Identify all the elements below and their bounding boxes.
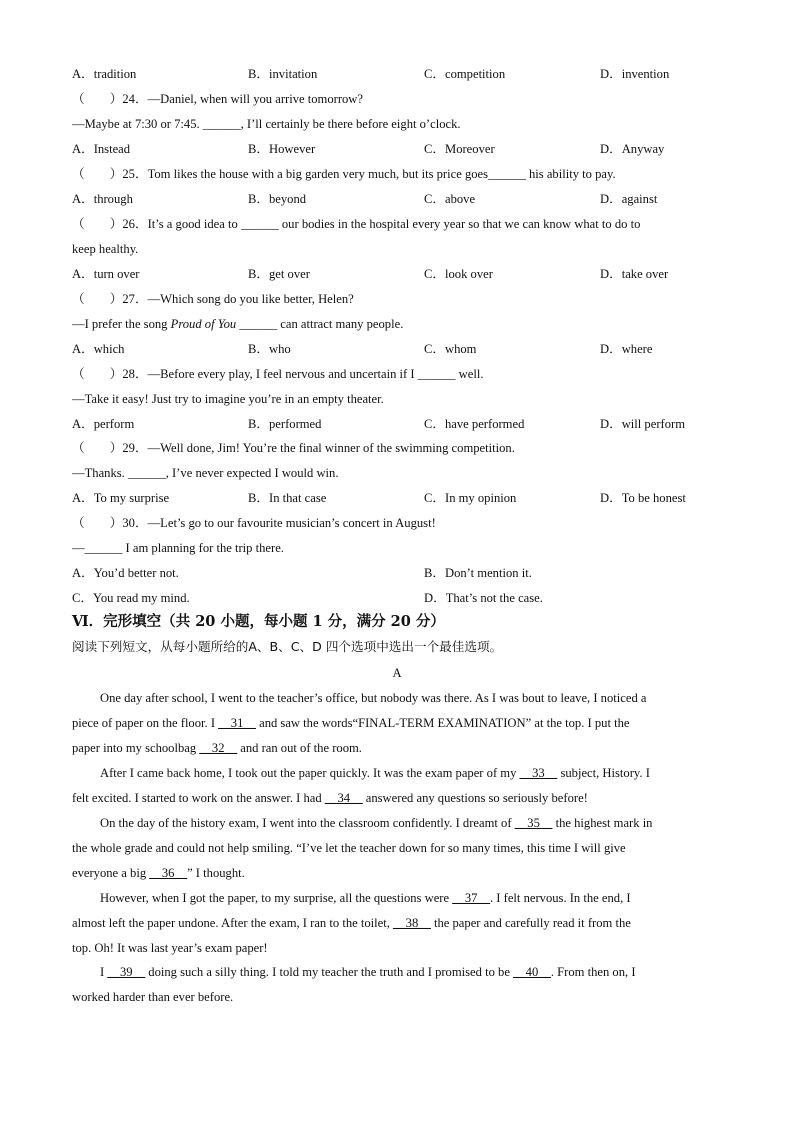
passage-line: top. Oh! It was last year’s exam paper! xyxy=(72,941,268,955)
q28-dialog: —Take it easy! Just try to imagine you’re in an empty theater. xyxy=(72,392,384,406)
q30-dialog: —______ I am planning for the trip there. xyxy=(72,541,284,555)
q30-option-d: D．That’s not the case. xyxy=(424,591,543,605)
q25-option-d: D．against xyxy=(600,192,658,206)
q29-option-b: B．In that case xyxy=(248,491,327,505)
blank-40: __40__ xyxy=(513,965,551,979)
blank-36: __36__ xyxy=(149,866,188,880)
q23-option-c: C．competition xyxy=(424,67,506,81)
q29-stem: （ ）29．—Well done, Jim! You’re the final winner of the swimming competition. xyxy=(72,441,515,455)
q27-option-d: D．where xyxy=(600,342,653,356)
passage-line: I __39__ doing such a silly thing. I told my teacher the truth and I promised to be __40__. From then on, I xyxy=(100,965,636,979)
q26-option-a: A．turn over xyxy=(72,267,140,281)
passage-line: worked harder than ever before. xyxy=(72,990,234,1004)
passage-line: everyone a big __36__” I thought. xyxy=(72,866,245,880)
q26-options xyxy=(72,266,732,282)
q26-stem-continued: keep healthy. xyxy=(72,242,139,256)
q24-option-d: D．Anyway xyxy=(600,142,665,156)
passage-line: After I came back home, I took out the paper quickly. It was the exam paper of my __33__ subject, History. I xyxy=(100,766,650,780)
q29-dialog: —Thanks. ______, I’ve never expected I would win. xyxy=(72,466,339,480)
blank-33: __33__ xyxy=(519,766,558,780)
q23-option-d: D．invention xyxy=(600,67,670,81)
q30-stem: （ ）30．—Let’s go to our favourite musician’s concert in August! xyxy=(72,516,436,530)
q28-option-d: D．will perform xyxy=(600,417,685,431)
q25-blank: ______ xyxy=(488,167,526,181)
q25-option-c: C．above xyxy=(424,192,476,206)
passage-line: piece of paper on the floor. I __31__ and saw the words“FINAL-TERM EXAMINATION” at the top. I put the xyxy=(72,716,630,730)
q27-stem: （ ）27．—Which song do you like better, Helen? xyxy=(72,292,354,306)
q30-blank: ______ xyxy=(84,541,123,555)
passage-line: One day after school, I went to the teacher’s office, but nobody was there. As I was bout to leave, I noticed a xyxy=(100,691,647,705)
passage-line: almost left the paper undone. After the exam, I ran to the toilet, __38__ the paper and carefully read it from the xyxy=(72,916,631,930)
q30-option-a: A．You’d better not. xyxy=(72,566,179,580)
blank-34: __34__ xyxy=(324,791,363,805)
q27-dialog: —I prefer the song Proud of You ______ can attract many people. xyxy=(72,317,404,331)
q24-dialog: —Maybe at 7:30 or 7:45. ______, I’ll certainly be there before eight o’clock. xyxy=(72,117,461,131)
passage-line: However, when I got the paper, to my surprise, all the questions were __37__. I felt nervous. In the end, I xyxy=(100,891,631,905)
blank-35: __35__ xyxy=(514,816,553,830)
q27-option-a: A．which xyxy=(72,342,125,356)
blank-31: __31__ xyxy=(218,716,256,730)
q26-blank: ______ xyxy=(240,217,279,231)
q29-option-d: D．To be honest xyxy=(600,491,686,505)
q27-blank: ______ xyxy=(236,317,281,331)
q24-option-c: C．Moreover xyxy=(424,142,495,156)
q30-options-row2 xyxy=(72,590,732,606)
q30-options-row1 xyxy=(72,565,732,581)
blank-32: __32__ xyxy=(199,741,238,755)
passage-line: felt excited. I started to work on the answer. I had __34__ answered any questions so seriously before! xyxy=(72,791,588,805)
q28-option-a: A．perform xyxy=(72,417,135,431)
q24-options xyxy=(72,141,732,157)
q28-stem: （ ）28．—Before every play, I feel nervous and uncertain if I ______ well. xyxy=(72,367,484,381)
q29-options xyxy=(72,490,732,506)
passage-line: On the day of the history exam, I went into the classroom confidently. I dreamt of __35__ the highest mark in xyxy=(100,816,653,830)
q27-option-c: C．whom xyxy=(424,342,477,356)
q24-option-b: B．However xyxy=(248,142,316,156)
q26-option-c: C．look over xyxy=(424,267,493,281)
blank-38: __38__ xyxy=(393,916,431,930)
q23-option-a: A．tradition xyxy=(72,67,137,81)
q24-stem: （ ）24．—Daniel, when will you arrive tomorrow? xyxy=(72,92,363,106)
blank-39: __39__ xyxy=(107,965,146,979)
q30-option-b: B．Don’t mention it. xyxy=(424,566,532,580)
q23-option-b: B．invitation xyxy=(248,67,318,81)
q28-blank: ______ xyxy=(417,367,456,381)
q27-options xyxy=(72,341,732,357)
blank-37: __37__ xyxy=(452,891,490,905)
q24-option-a: A．Instead xyxy=(72,142,131,156)
passage-line: paper into my schoolbag __32__ and ran out of the room. xyxy=(72,741,362,755)
passage-line: the whole grade and could not help smiling. “I’ve let the teacher down for so many times, this time I will give xyxy=(72,841,626,855)
q25-option-b: B．beyond xyxy=(248,192,307,206)
q25-option-a: A．through xyxy=(72,192,133,206)
q23-options xyxy=(72,66,732,82)
section-title: Ⅵ．完形填空（共 20 小题，每小题 1 分，满分 20 分） xyxy=(72,613,445,630)
q29-option-c: C．In my opinion xyxy=(424,491,517,505)
q25-options xyxy=(72,191,732,207)
q26-option-b: B．get over xyxy=(248,267,310,281)
passage-label: A xyxy=(392,666,402,680)
q28-option-b: B．performed xyxy=(248,417,322,431)
q29-option-a: A．To my surprise xyxy=(72,491,170,505)
q25-stem: （ ）25．Tom likes the house with a big garden very much, but its price goes______ his ability to pay. xyxy=(72,167,616,181)
q28-options xyxy=(72,416,732,432)
q28-option-c: C．have performed xyxy=(424,417,525,431)
song-title: Proud of You xyxy=(170,317,237,331)
q29-blank: ______ xyxy=(127,466,166,480)
q24-blank: ______ xyxy=(202,117,241,131)
q26-option-d: D．take over xyxy=(600,267,669,281)
q27-option-b: B．who xyxy=(248,342,291,356)
section-instruction: 阅读下列短文，从每小题所给的A、B、C、D 四个选项中选出一个最佳选项。 xyxy=(72,639,503,654)
q30-option-c: C．You read my mind. xyxy=(72,591,190,605)
q26-stem: （ ）26．It’s a good idea to ______ our bodies in the hospital every year so that we can know what to do to xyxy=(72,217,641,231)
